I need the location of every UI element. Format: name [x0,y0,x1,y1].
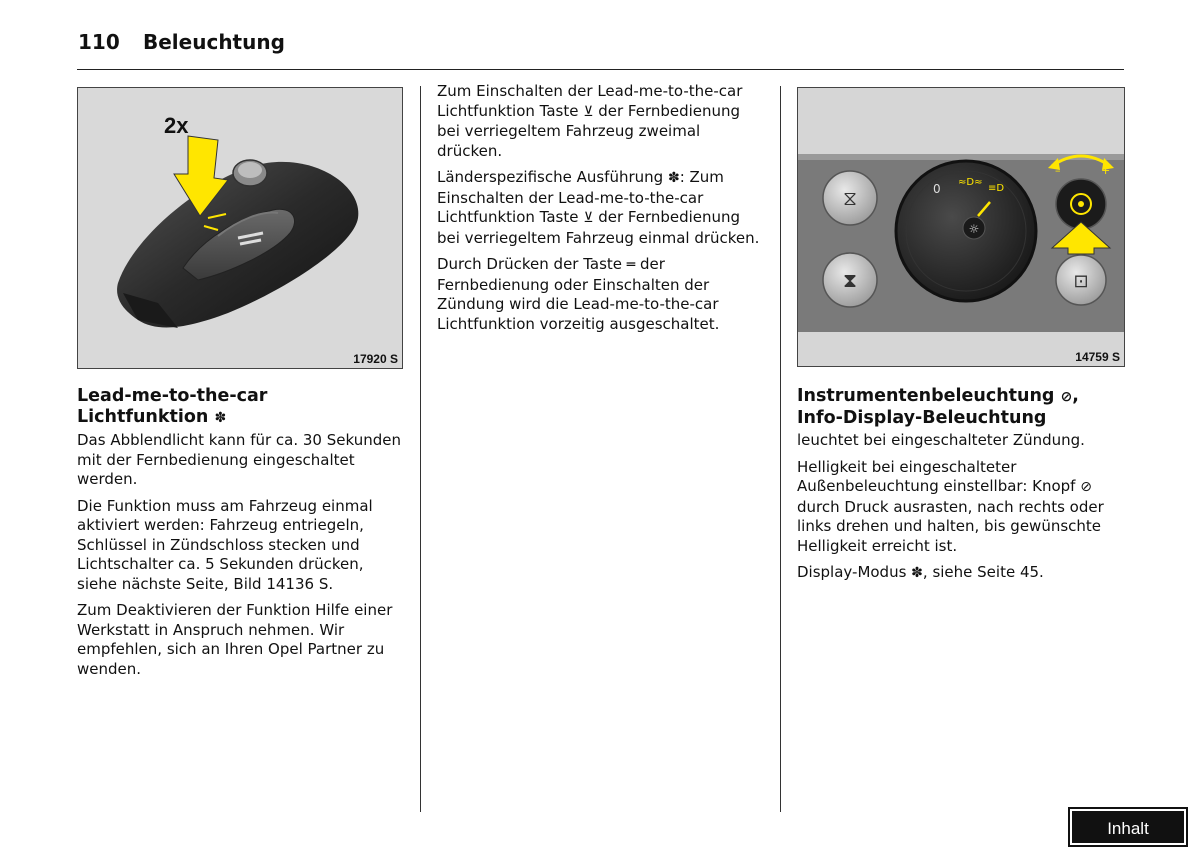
middle-column [437,82,765,341]
header-rule [77,69,1124,70]
heading-line1: Lead-me-to-the-car [77,386,268,406]
page-number: 110 [78,30,120,54]
dashboard-figure [797,87,1125,367]
figure-label-2x: 2x [164,113,189,138]
heading-line2: Info-Display-Beleuchtung [797,408,1047,428]
button-icon: ═ [626,257,636,273]
svg-text:≈D≈: ≈D≈ [958,177,983,188]
dial-zero-label: 0 [933,182,941,196]
column-divider-left [420,86,421,812]
svg-text:+: + [1101,164,1111,177]
paragraph: leuchtet bei eingeschalteter Zündung. [797,431,1085,449]
country-specific-icon: ✽ [911,565,923,581]
svg-text:⧗: ⧗ [842,268,858,292]
heading-line1: Instrumentenbeleuchtung [797,386,1055,406]
key-fob-figure [77,87,403,369]
heading-line2: Lichtfunktion [77,407,209,427]
dimmer-icon: ⊘ [1080,479,1092,495]
country-specific-icon: ✽ [667,170,680,186]
svg-text:⊡: ⊡ [1073,271,1089,292]
svg-text:☼: ☼ [968,222,980,236]
country-specific-icon: ✽ [214,410,227,426]
left-column [77,386,405,686]
section-heading-lead-me [77,386,405,429]
column-divider-right [780,86,781,812]
svg-text:–: – [1055,164,1061,177]
paragraph: Die Funktion muss am Fahrzeug einmal aktiviert werden: Fahrzeug entriegeln, Schlüssel in Zündschloss stecken und Lichtschalter ca. 5 Sekunden drücken, siehe nächste Seite, Bild 14136 S. [77,496,373,593]
lock-button-icon: ⊻ [583,210,594,226]
dimmer-icon: ⊘ [1060,389,1073,405]
figure-code: 17920 S [353,352,398,366]
page-title: Beleuchtung [143,30,285,54]
paragraph: Zum Einschalten der Lead-me-to-the-car Lichtfunktion Taste ⊻ der Fernbedienung bei verriegeltem Fahrzeug zweimal drücken. [437,82,743,160]
paragraph: Zum Deaktivieren der Funktion Hilfe einer Werkstatt in Anspruch nehmen. Wir empfehlen, sich an Ihren Opel Partner zu wenden. [77,601,393,678]
paragraph: Durch Drücken der Taste ═ der Fernbedienung oder Einschalten der Zündung wird die Lead-me-to-the-car Lichtfunktion vorzeitig ausgeschaltet. [437,255,720,333]
paragraph: Länderspezifische Ausführung ✽: Zum Einschalten der Lead-me-to-the-car Lichtfunktion Taste ⊻ der Fernbedienung bei verriegeltem Fahrzeug einmal drücken. [437,168,760,247]
inhalt-label: Inhalt [1107,819,1149,838]
svg-text:⧖: ⧖ [842,186,858,210]
inhalt-button[interactable] [1070,809,1186,845]
svg-text:≡D: ≡D [988,183,1005,194]
paragraph: Helligkeit bei eingeschalteter Außenbeleuchtung einstellbar: Knopf ⊘ durch Druck ausrasten, nach rechts oder links drehen und halten, bis gewünschte Helligkeit erreicht ist. [797,457,1104,555]
figure-code: 14759 S [1075,350,1120,364]
right-column [797,386,1127,591]
paragraph: Display-Modus ✽, siehe Seite 45. [797,563,1044,581]
paragraph: Das Abblendlicht kann für ca. 30 Sekunden mit der Fernbedienung eingeschaltet werden. [77,431,401,488]
section-heading-instrument-lighting: Instrumentenbeleuchtung ⊘, Info-Display-Beleuchtung [797,386,1079,428]
lock-button-icon: ⊻ [583,103,594,120]
